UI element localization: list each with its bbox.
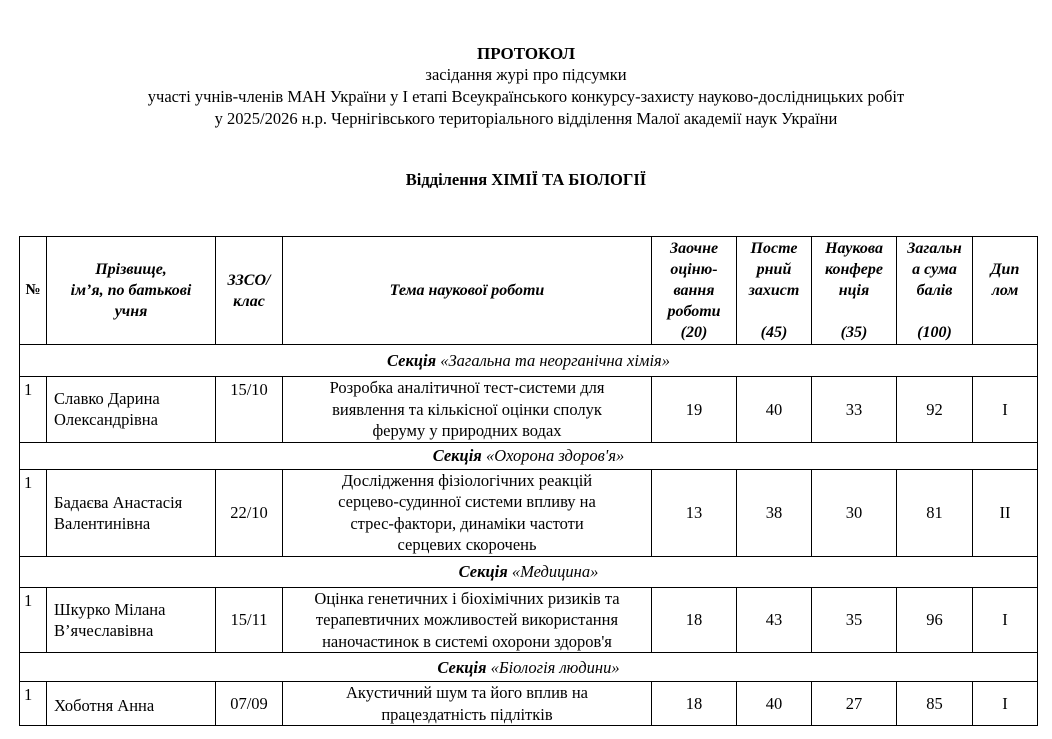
student-name bbox=[47, 377, 216, 443]
correspondence-score: 18 bbox=[652, 682, 737, 726]
conference-score: 30 bbox=[812, 469, 897, 556]
col-header-name bbox=[47, 237, 216, 345]
total-score: 96 bbox=[897, 587, 973, 653]
theme-line: Акустичний шум та його вплив на bbox=[346, 683, 588, 702]
header-text: захист bbox=[748, 282, 800, 299]
header-text: Заочне bbox=[669, 240, 719, 257]
col-header-poster-defense bbox=[737, 237, 812, 345]
theme-line: терапевтичних можливостей використання bbox=[315, 610, 619, 629]
section-prefix: Секція bbox=[387, 351, 437, 370]
header-text: Прізвище, bbox=[95, 261, 167, 278]
header-text: балів bbox=[916, 282, 953, 299]
section-title bbox=[20, 556, 1038, 587]
theme-line: серцевих скорочень bbox=[397, 535, 537, 554]
header-text: (45) bbox=[760, 324, 788, 341]
poster-score: 40 bbox=[737, 682, 812, 726]
section-title bbox=[20, 442, 1038, 469]
section-row bbox=[20, 442, 1038, 469]
subtitle-line: участі учнів-членів МАН України у І етапі Всеукраїнського конкурсу-захисту науково-дослідницьких робіт bbox=[147, 87, 905, 106]
header-text: вання bbox=[673, 282, 715, 299]
header-text: а сума bbox=[912, 261, 957, 278]
section-row bbox=[20, 556, 1038, 587]
section-name: «Охорона здоров'я» bbox=[485, 446, 625, 465]
department-heading: Відділення ХІМІЇ ТА БІОЛОГІЇ bbox=[405, 170, 647, 189]
correspondence-score: 19 bbox=[652, 377, 737, 443]
row-number: 1 bbox=[20, 377, 47, 443]
correspondence-score: 18 bbox=[652, 587, 737, 653]
table-header-row bbox=[20, 237, 1038, 345]
theme-line: наночастинок в системі охорони здоров'я bbox=[322, 631, 612, 651]
section-name: «Біологія людини» bbox=[490, 657, 620, 677]
student-name bbox=[47, 587, 216, 653]
document-title: ПРОТОКОЛ bbox=[476, 44, 575, 63]
name-line: Бадаєва Анастасія bbox=[54, 492, 183, 512]
header-text: (35) bbox=[840, 324, 868, 341]
poster-score: 38 bbox=[737, 469, 812, 556]
col-header-diploma bbox=[973, 237, 1038, 345]
table-row bbox=[20, 469, 1038, 556]
name-line: Славко Дарина bbox=[54, 389, 160, 409]
poster-score: 43 bbox=[737, 587, 812, 653]
conference-score: 33 bbox=[812, 377, 897, 443]
col-header-total-score bbox=[897, 237, 973, 345]
col-header-school-class bbox=[216, 237, 283, 345]
name-line: Хоботня Анна bbox=[54, 695, 155, 715]
diploma: I bbox=[973, 587, 1038, 653]
name-line: Олександрівна bbox=[54, 410, 158, 430]
theme-line: серцево-судинної системи впливу на bbox=[338, 492, 596, 511]
subtitle-line: у 2025/2026 н.р. Чернігівського територіального відділення Малої академії наук України bbox=[214, 109, 838, 128]
theme-line: Дослідження фізіологічних реакцій bbox=[341, 470, 593, 490]
school-class: 07/09 bbox=[216, 682, 283, 726]
table-row bbox=[20, 587, 1038, 653]
table-row bbox=[20, 377, 1038, 443]
research-theme bbox=[283, 469, 652, 556]
subtitle-line: засідання журі про підсумки bbox=[425, 65, 627, 84]
section-name: «Медицина» bbox=[511, 562, 599, 581]
header-text: Наукова bbox=[825, 240, 883, 257]
header-text: конфере bbox=[824, 261, 884, 278]
diploma: I bbox=[973, 377, 1038, 443]
header-text: учня bbox=[114, 303, 148, 320]
header-text: нція bbox=[838, 282, 870, 299]
research-theme bbox=[283, 377, 652, 443]
col-header-theme: Тема наукової роботи bbox=[283, 237, 652, 345]
conference-score: 35 bbox=[812, 587, 897, 653]
student-name bbox=[47, 682, 216, 726]
theme-line: Оцінка генетичних і біохімічних ризиків та bbox=[314, 588, 620, 608]
section-row bbox=[20, 345, 1038, 377]
section-prefix: Секція bbox=[458, 562, 508, 581]
section-prefix: Секція bbox=[437, 657, 487, 677]
section-title bbox=[20, 345, 1038, 377]
research-theme bbox=[283, 682, 652, 726]
theme-line: стрес-фактори, динаміки частоти bbox=[350, 513, 584, 533]
section-title bbox=[20, 653, 1038, 682]
name-line: Шкурко Мілана bbox=[54, 599, 166, 619]
header-text: лом bbox=[991, 282, 1019, 299]
conference-score: 27 bbox=[812, 682, 897, 726]
school-class: 15/11 bbox=[216, 587, 283, 653]
diploma: I bbox=[973, 682, 1038, 726]
header-text: ЗЗСО/ bbox=[227, 271, 271, 289]
header-text: (100) bbox=[917, 324, 952, 341]
header-text: роботи bbox=[667, 303, 721, 320]
section-name: «Загальна та неорганічна хімія» bbox=[440, 351, 670, 370]
table-row bbox=[20, 682, 1038, 726]
school-class: 22/10 bbox=[216, 469, 283, 556]
row-number: 1 bbox=[20, 469, 47, 556]
theme-line: Розробка аналітичної тест-системи для bbox=[329, 378, 605, 397]
name-line: В’ячеславівна bbox=[54, 620, 154, 640]
header-text: оціню- bbox=[670, 261, 718, 278]
header-text: Посте bbox=[750, 240, 798, 257]
total-score: 92 bbox=[897, 377, 973, 443]
total-score: 85 bbox=[897, 682, 973, 726]
header-text: клас bbox=[233, 292, 265, 310]
section-prefix: Секція bbox=[432, 446, 482, 465]
theme-line: виявлення та кількісної оцінки сполук bbox=[332, 399, 602, 419]
header-text: ім’я, по батькові bbox=[70, 282, 192, 299]
section-row bbox=[20, 653, 1038, 682]
diploma: II bbox=[973, 469, 1038, 556]
theme-line: феруму у природних водах bbox=[372, 421, 562, 440]
col-header-correspondence-score bbox=[652, 237, 737, 345]
correspondence-score: 13 bbox=[652, 469, 737, 556]
col-header-scientific-conference bbox=[812, 237, 897, 345]
header-text: Загальн bbox=[907, 240, 962, 257]
school-class: 15/10 bbox=[216, 377, 283, 443]
results-table bbox=[19, 236, 1038, 726]
student-name bbox=[47, 469, 216, 556]
name-line: Валентинівна bbox=[54, 513, 151, 533]
header-text: (20) bbox=[680, 324, 708, 341]
research-theme bbox=[283, 587, 652, 653]
total-score: 81 bbox=[897, 469, 973, 556]
poster-score: 40 bbox=[737, 377, 812, 443]
header-text: рний bbox=[756, 261, 792, 278]
theme-line: працездатність підлітків bbox=[381, 704, 553, 724]
row-number: 1 bbox=[20, 587, 47, 653]
header-text: Дип bbox=[990, 261, 1020, 278]
col-header-number: № bbox=[20, 237, 47, 345]
row-number: 1 bbox=[20, 682, 47, 726]
